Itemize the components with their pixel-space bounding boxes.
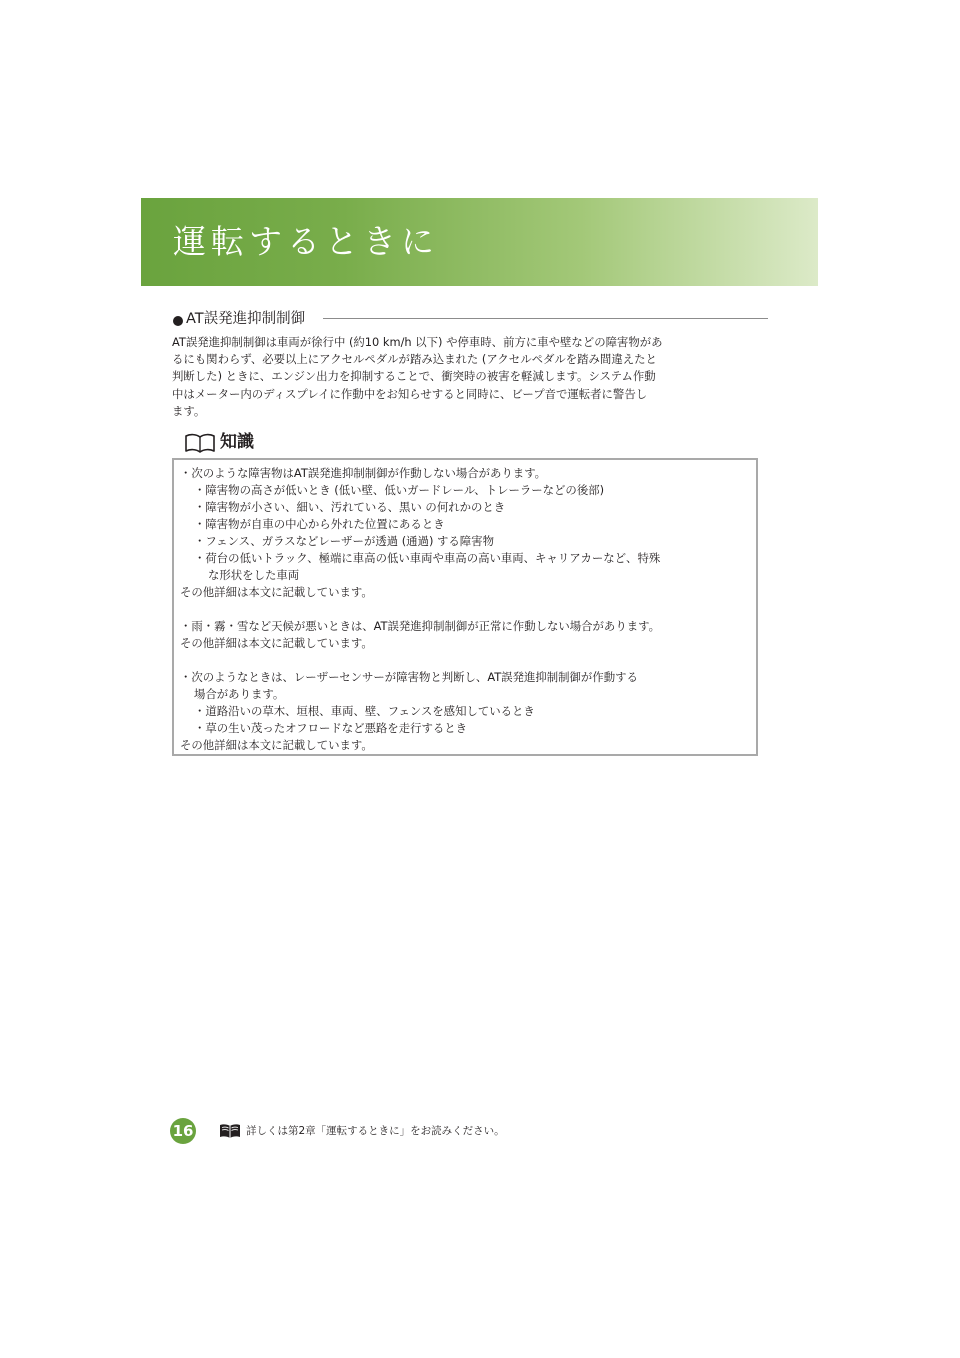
- knowledge-line: ・草の生い茂ったオフロードなど悪路を走行するとき: [194, 721, 468, 735]
- body-line: 中はメーター内のディスプレイに作動中をお知らせすると同時に、ビープ音で運転者に警告し: [172, 386, 648, 401]
- knowledge-line: ・フェンス、ガラスなどレーザーが透過 (通過) する障害物: [194, 534, 494, 548]
- knowledge-line: その他詳細は本文に記載しています。: [180, 636, 373, 650]
- body-line: るにも関わらず、必要以上にアクセルペダルが踏み込まれた (アクセルペダルを踏み間違えたと: [172, 352, 657, 367]
- knowledge-line: な形状をした車両: [208, 568, 300, 582]
- body-line: ます。: [172, 403, 206, 418]
- knowledge-heading: [184, 430, 304, 456]
- footer-reference-note: 詳しくは第2章「運転するときに」をお読みください。: [246, 1125, 505, 1137]
- knowledge-spacer: [180, 652, 756, 669]
- section-heading: [160, 308, 768, 332]
- knowledge-line: ・道路沿いの草木、垣根、車両、壁、フェンスを感知しているとき: [194, 704, 535, 718]
- section-body: [172, 334, 760, 420]
- knowledge-line: ・障害物の高さが低いとき (低い壁、低いガードレール、トレーラーなどの後部): [194, 483, 605, 497]
- section-title: AT誤発進抑制制御: [186, 311, 306, 327]
- book-icon: [219, 1123, 241, 1139]
- knowledge-line: ・次のような障害物はAT誤発進抑制制御が作動しない場合があります。: [180, 466, 547, 480]
- knowledge-spacer: [180, 601, 756, 618]
- body-line: 判断した) ときに、エンジン出力を抑制することで、衝突時の被害を軽減します。システム作動: [172, 369, 656, 384]
- knowledge-line: 場合があります。: [194, 687, 285, 701]
- knowledge-line: ・障害物が小さい、細い、汚れている、黒い の何れかのとき: [194, 500, 506, 514]
- section-rule: [323, 318, 768, 319]
- body-line: AT誤発進抑制制御は車両が徐行中 (約10 km/h 以下) や停車時、前方に車や壁などの障害物があ: [172, 335, 663, 349]
- knowledge-line: ・雨・霧・雪など天候が悪いときは、AT誤発進抑制制御が正常に作動しない場合があります。: [180, 619, 660, 633]
- page-number: 16: [170, 1118, 196, 1144]
- knowledge-line: ・荷台の低いトラック、極端に車高の低い車両や車高の高い車両、キャリアカーなど、特殊: [194, 551, 661, 565]
- chapter-title: 運転するときに: [173, 222, 439, 261]
- knowledge-line: ・障害物が自車の中心から外れた位置にあるとき: [194, 517, 445, 531]
- book-icon: [184, 432, 216, 454]
- knowledge-line: ・次のようなときは、レーザーセンサーが障害物と判断し、AT誤発進抑制制御が作動する: [180, 670, 638, 684]
- knowledge-title: 知識: [220, 432, 254, 452]
- knowledge-line: その他詳細は本文に記載しています。: [180, 738, 373, 752]
- knowledge-box: [172, 458, 758, 756]
- bullet-dot-icon: [173, 316, 183, 326]
- knowledge-line: その他詳細は本文に記載しています。: [180, 585, 373, 599]
- chapter-banner: [141, 198, 818, 286]
